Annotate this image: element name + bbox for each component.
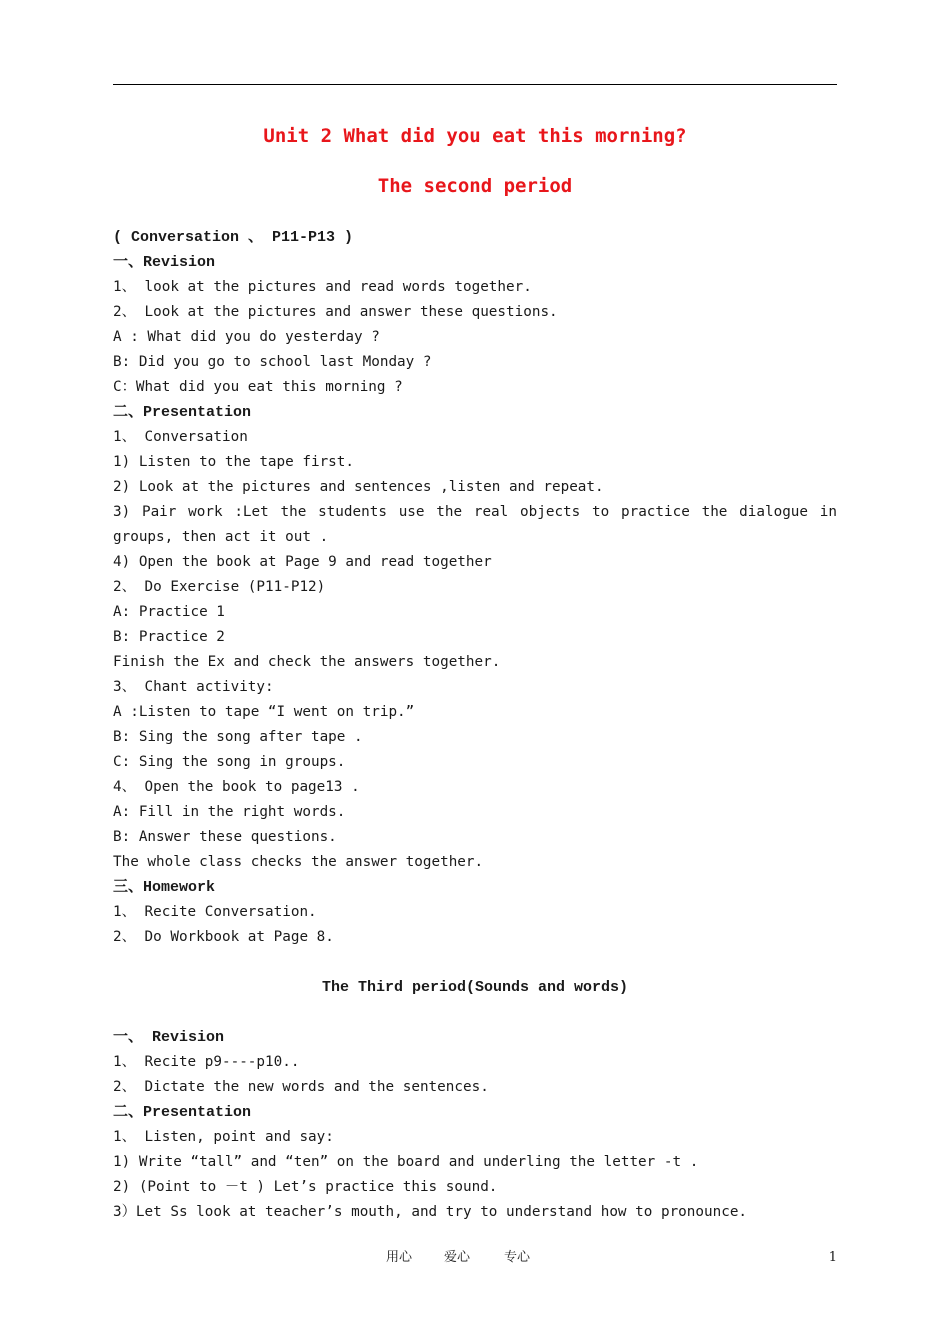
section-heading-presentation: 二、Presentation	[113, 404, 252, 421]
section-heading-revision: 一、 Revision	[113, 1029, 225, 1046]
period-heading: The Third period(Sounds and words)	[321, 979, 629, 996]
text-line: 2) (Point to －t ) Let’s practice this sound.	[113, 1179, 498, 1195]
section-heading-presentation: 二、Presentation	[113, 1104, 252, 1121]
section-scope: ( Conversation 、 P11-P13 )	[113, 229, 354, 246]
text-line: A :Listen to tape “I went on trip.”	[113, 704, 415, 720]
text-line: B: Did you go to school last Monday ?	[113, 354, 432, 370]
document-subtitle: The second period	[377, 175, 573, 197]
footer-motto-item: 爱心	[444, 1250, 471, 1265]
header-rule	[113, 84, 837, 85]
text-line: 1、 Recite Conversation.	[113, 904, 317, 920]
text-line: 4、 Open the book to page13 .	[113, 779, 360, 795]
text-line-justified: 3) Pair work :Let the students use the real objects to practice the dialogue in	[113, 504, 837, 520]
spacer	[113, 1000, 837, 1025]
text-line: C：What did you eat this morning ?	[113, 379, 403, 395]
text-line: B: Answer these questions.	[113, 829, 337, 845]
text-line: A: Fill in the right words.	[113, 804, 346, 820]
text-line: 2、 Do Exercise (P11-P12)	[113, 579, 326, 595]
text-line: 2、 Do Workbook at Page 8.	[113, 929, 334, 945]
text-line: B: Practice 2	[113, 629, 225, 645]
spacer	[113, 950, 837, 975]
text-line: 1、 Recite p9----p10..	[113, 1054, 300, 1070]
footer-motto-item: 用心	[386, 1250, 413, 1265]
text-line: 1、 Conversation	[113, 429, 248, 445]
text-line: 2、 Look at the pictures and answer these questions.	[113, 304, 558, 320]
document-body	[113, 225, 837, 1225]
page-footer	[0, 1248, 950, 1268]
text-line: 4) Open the book at Page 9 and read together	[113, 554, 492, 570]
text-line: 1、 look at the pictures and read words together.	[113, 279, 532, 295]
text-line: Finish the Ex and check the answers together.	[113, 654, 501, 670]
document-title: Unit 2 What did you eat this morning?	[263, 125, 687, 147]
text-line: 1) Write “tall” and “ten” on the board and underling the letter -t .	[113, 1154, 699, 1170]
text-line: 2、 Dictate the new words and the sentences.	[113, 1079, 489, 1095]
text-line: 3、 Chant activity:	[113, 679, 274, 695]
text-line: groups, then act it out .	[113, 529, 329, 545]
text-line: A: Practice 1	[113, 604, 225, 620]
section-heading-homework: 三、Homework	[113, 879, 216, 896]
section-heading-revision: 一、Revision	[113, 254, 216, 271]
page-number: 1	[828, 1250, 837, 1265]
text-line: A : What did you do yesterday ?	[113, 329, 380, 345]
text-line: B: Sing the song after tape .	[113, 729, 363, 745]
text-line: 2) Look at the pictures and sentences ,listen and repeat.	[113, 479, 604, 495]
footer-motto-item: 专心	[504, 1250, 531, 1265]
text-line: The whole class checks the answer together.	[113, 854, 484, 870]
text-line: 3）Let Ss look at teacher’s mouth, and try to understand how to pronounce.	[113, 1204, 748, 1220]
footer-motto	[386, 1248, 530, 1268]
text-line: 1) Listen to the tape first.	[113, 454, 355, 470]
text-line: 1、 Listen, point and say:	[113, 1129, 334, 1145]
text-line: C: Sing the song in groups.	[113, 754, 346, 770]
